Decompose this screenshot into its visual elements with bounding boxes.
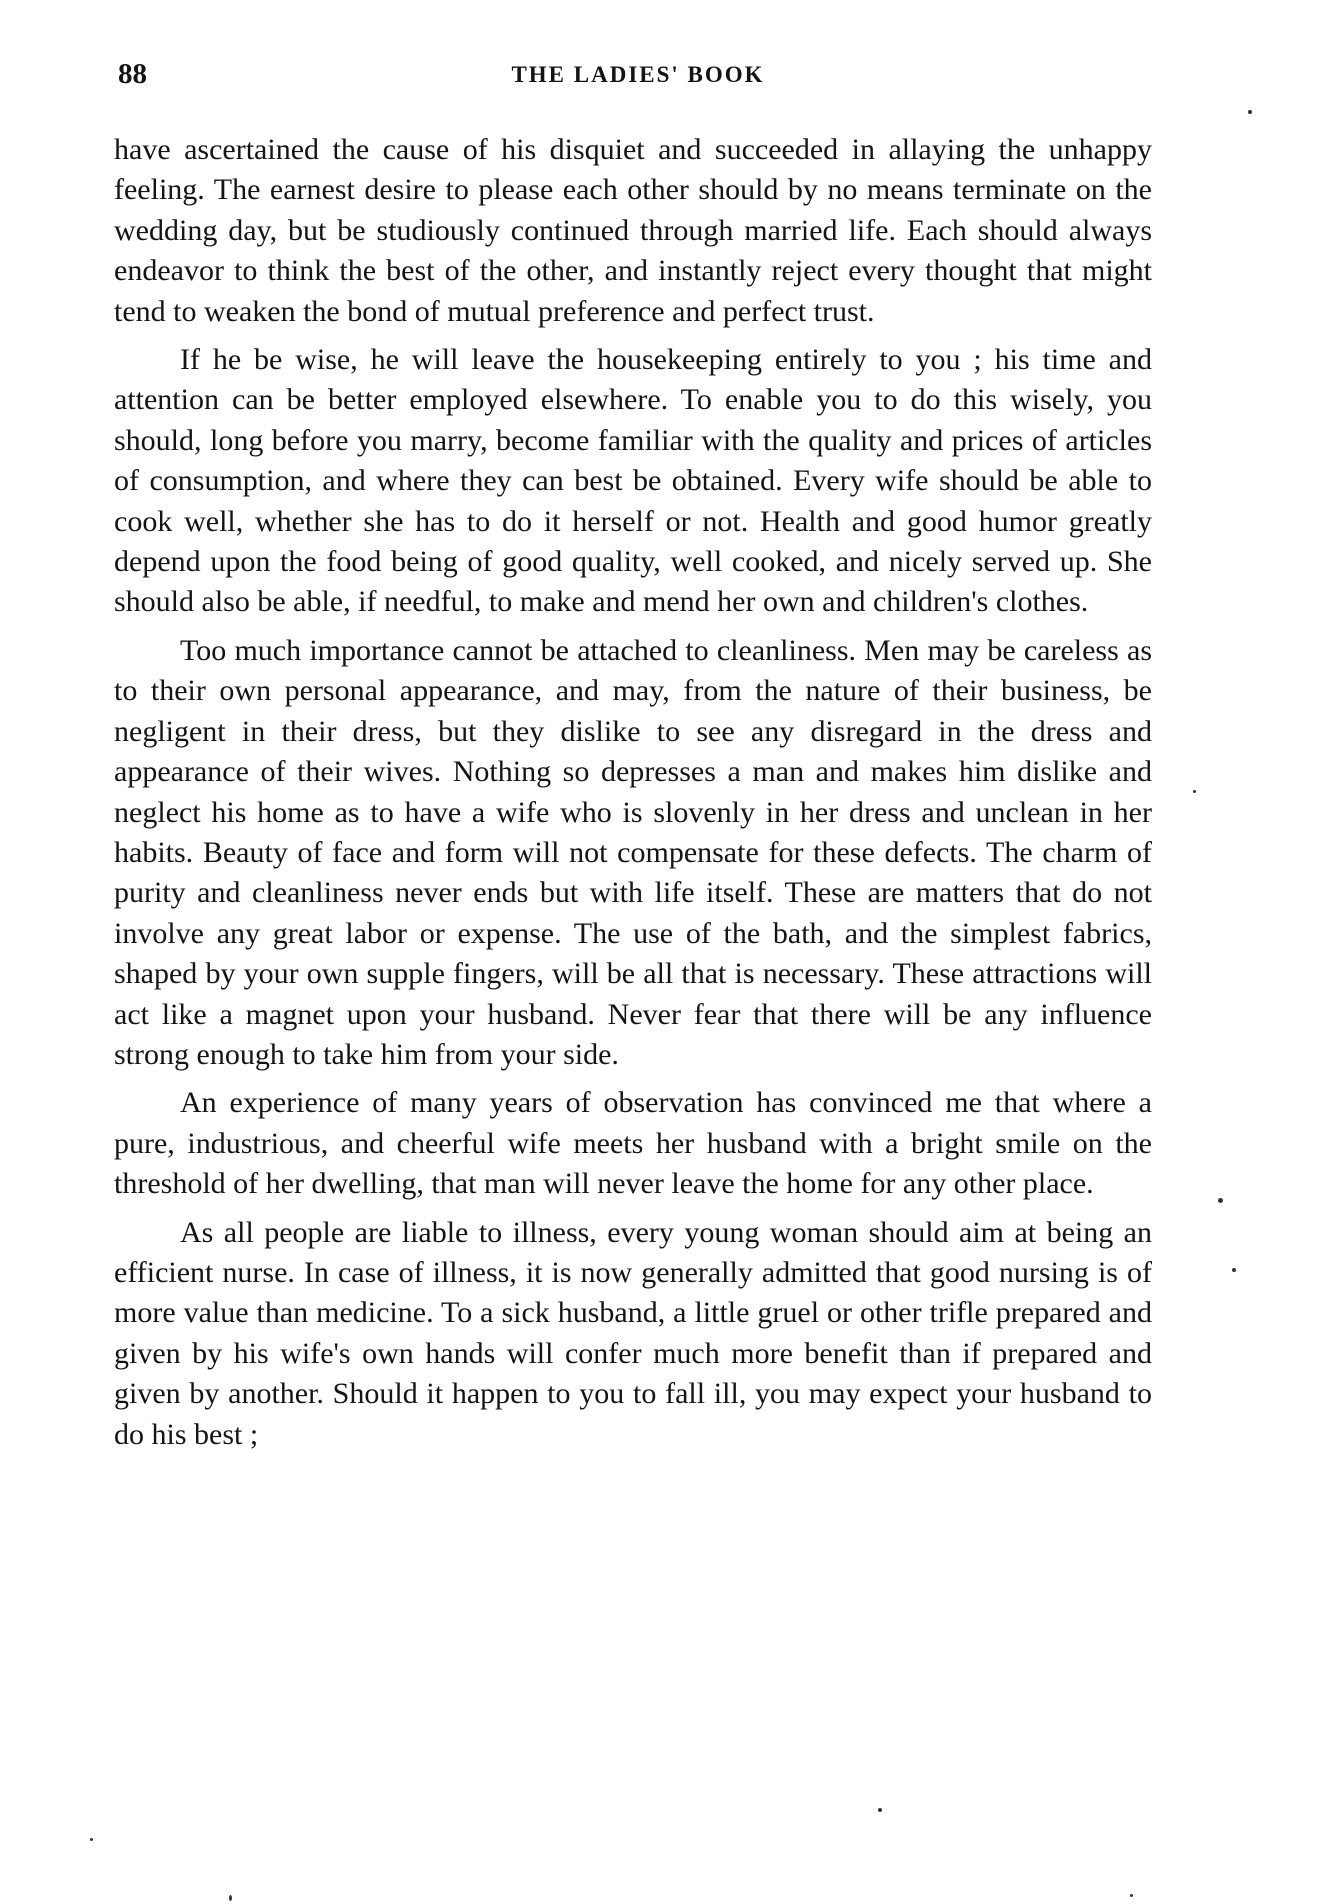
body-text [114,130,1152,1463]
scan-speck [90,1838,93,1841]
scan-speck [1218,1198,1223,1203]
scan-speck [1130,1894,1133,1897]
page-number: 88 [118,58,147,90]
scan-speck [229,1895,232,1901]
scan-speck [1193,790,1196,793]
page-header [118,58,1158,98]
scan-speck [1248,110,1252,114]
paragraph-3: Too much importance cannot be attached to cleanliness. Men may be careless as to their own personal appearance, and may, from the nature of their business, be negligent in their dress, but they dislike to see any disregard in the dress and appearance of their wives. Nothing so depresses a man and makes him dislike and neglect his home as to have a wife who is slovenly in her dress and unclean in her habits. Beauty of face and form will not compensate for these defects. The charm of purity and cleanliness never ends but with life itself. These are matters that do not involve any great labor or expense. The use of the bath, and the simplest fabrics, shaped by your own supple fingers, will be all that is necessary. These attractions will act like a magnet upon your husband. Never fear that there will be any influence strong enough to take him from your side. [114,633,1152,1071]
scan-speck [878,1808,882,1812]
paragraph-5: As all people are liable to illness, every young woman should aim at being an efficient nurse. In case of illness, it is now generally admitted that good nursing is of more value than medicine. To a sick husband, a little gruel or other trifle prepared and given by his wife's own hands will confer much more benefit than if prepared and given by another. Should it happen to you to fall ill, you may expect your husband to do his best ; [114,1215,1152,1451]
paragraph-1: have ascertained the cause of his disquiet and succeeded in allaying the unhappy feeling. The earnest desire to please each other should by no means terminate on the wedding day, but be studiously continued through married life. Each should always endeavor to think the best of the other, and instantly reject every thought that might tend to weaken the bond of mutual preference and perfect trust. [114,133,1152,328]
paragraph-2: If he be wise, he will leave the housekeeping entirely to you ; his time and attention can be better employed elsewhere. To enable you to do this wisely, you should, long before you marry, become familiar with the quality and prices of articles of consumption, and where they can best be obtained. Every wife should be able to cook well, whether she has to do it herself or not. Health and good humor greatly depend upon the food being of good quality, well cooked, and nicely served up. She should also be able, if needful, to make and mend her own and children's clothes. [114,343,1152,619]
paragraph-4: An experience of many years of observation has convinced me that where a pure, industrious, and cheerful wife meets her husband with a bright smile on the threshold of her dwelling, that man will never leave the home for any other place. [114,1086,1152,1201]
running-title: THE LADIES' BOOK [511,62,765,87]
scan-speck [1232,1268,1236,1272]
